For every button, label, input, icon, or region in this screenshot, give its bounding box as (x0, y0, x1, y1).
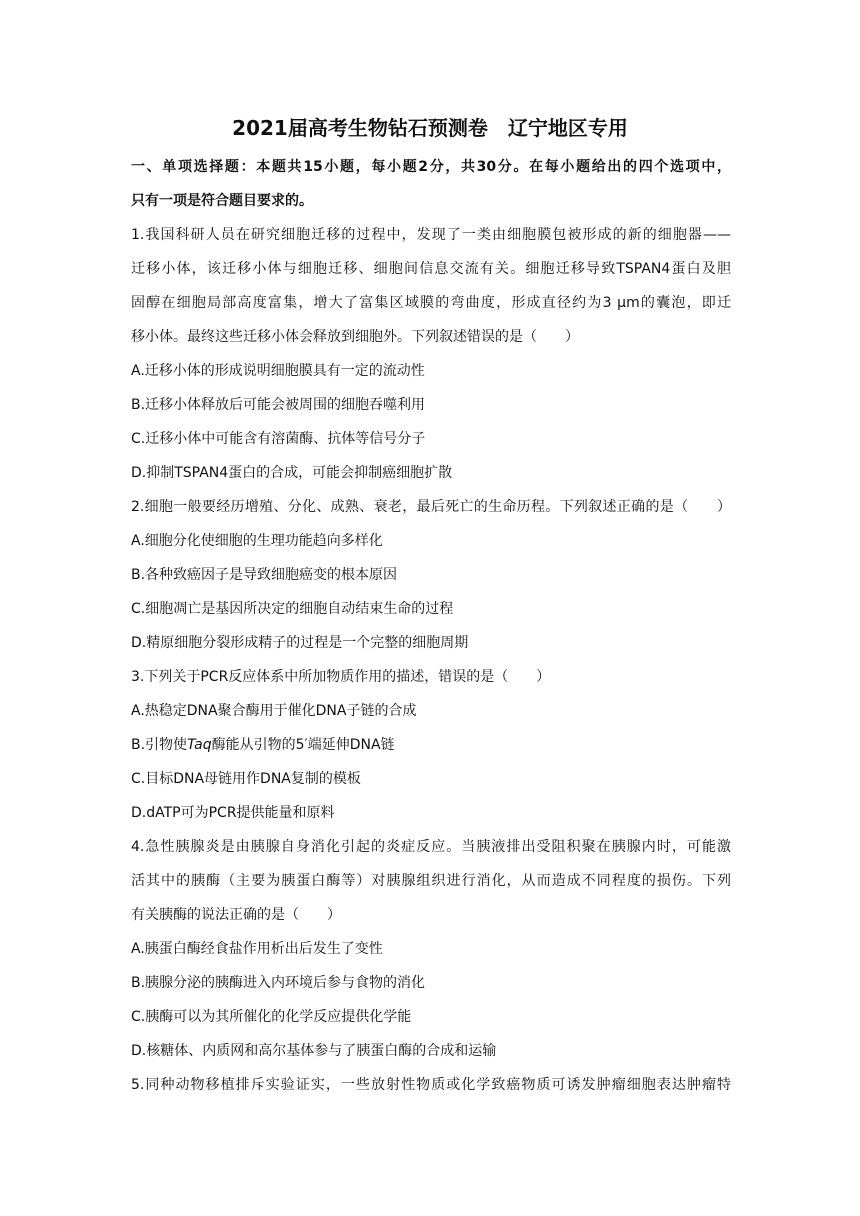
question-4-stem-line-2: 活其中的胰酶（主要为胰蛋白酶等）对胰腺组织进行消化，从而造成不同程度的损伤。下列 (131, 873, 731, 889)
question-1-stem-line-2: 迁移小体，该迁移小体与细胞迁移、细胞间信息交流有关。细胞迁移导致TSPAN4蛋白及胆 (131, 261, 731, 277)
question-3-option-d: D.dATP可为PCR提供能量和原料 (131, 805, 335, 821)
question-4-option-c: C.胰酶可以为其所催化的化学反应提供化学能 (131, 1009, 412, 1025)
question-4-option-d: D.核糖体、内质网和高尔基体参与了胰蛋白酶的合成和运输 (131, 1043, 497, 1059)
section-header-line-2: 只有一项是符合题目要求的。 (131, 193, 313, 209)
question-3-option-b: B.引物使Taq酶能从引物的5′端延伸DNA链 (131, 737, 395, 753)
question-2-option-b: B.各种致癌因子是导致细胞癌变的根本原因 (131, 567, 398, 583)
question-1-option-c: C.迁移小体中可能含有溶菌酶、抗体等信号分子 (131, 431, 426, 447)
section-header-line-1: 一、单项选择题：本题共15小题，每小题2分，共30分。在每小题给出的四个选项中， (131, 159, 731, 175)
document-title: 2021届高考生物钻石预测卷 辽宁地区专用 (232, 116, 628, 140)
question-4-stem-line-1: 4.急性胰腺炎是由胰腺自身消化引起的炎症反应。当胰液排出受阻积聚在胰腺内时，可能激 (131, 839, 731, 855)
question-2-option-d: D.精原细胞分裂形成精子的过程是一个完整的细胞周期 (131, 635, 469, 651)
question-4-option-a: A.胰蛋白酶经食盐作用析出后发生了变性 (131, 941, 383, 957)
question-4-stem-line-3: 有关胰酶的说法正确的是（ ） (131, 907, 341, 923)
question-3-option-c: C.目标DNA母链用作DNA复制的模板 (131, 771, 361, 787)
question-1-stem-line-4: 移小体。最终这些迁移小体会释放到细胞外。下列叙述错误的是（ ） (131, 329, 579, 345)
question-2-option-c: C.细胞凋亡是基因所决定的细胞自动结束生命的过程 (131, 601, 454, 617)
question-5-stem-line-1: 5.同种动物移植排斥实验证实，一些放射性物质或化学致癌物质可诱发肿瘤细胞表达肿瘤特 (131, 1077, 731, 1093)
question-1-option-a: A.迁移小体的形成说明细胞膜具有一定的流动性 (131, 363, 425, 379)
question-3-option-a: A.热稳定DNA聚合酶用于催化DNA子链的合成 (131, 703, 417, 719)
question-3-stem-line-1: 3.下列关于PCR反应体系中所加物质作用的描述，错误的是（ ） (131, 669, 551, 685)
question-4-option-b: B.胰腺分泌的胰酶进入内环境后参与食物的消化 (131, 975, 426, 991)
question-1-stem-line-1: 1.我国科研人员在研究细胞迁移的过程中，发现了一类由细胞膜包被形成的新的细胞器—— (131, 227, 731, 243)
question-1-stem-line-3: 固醇在细胞局部高度富集，增大了富集区域膜的弯曲度，形成直径约为3 μm的囊泡，即迁 (131, 295, 731, 311)
question-2-stem-line-1: 2.细胞一般要经历增殖、分化、成熟、衰老，最后死亡的生命历程。下列叙述正确的是（ ） (131, 499, 731, 515)
question-1-option-d: D.抑制TSPAN4蛋白的合成，可能会抑制癌细胞扩散 (131, 465, 453, 481)
question-1-option-b: B.迁移小体释放后可能会被周围的细胞吞噬利用 (131, 397, 426, 413)
question-2-option-a: A.细胞分化使细胞的生理功能趋向多样化 (131, 533, 383, 549)
italic-term: Taq (187, 737, 212, 753)
